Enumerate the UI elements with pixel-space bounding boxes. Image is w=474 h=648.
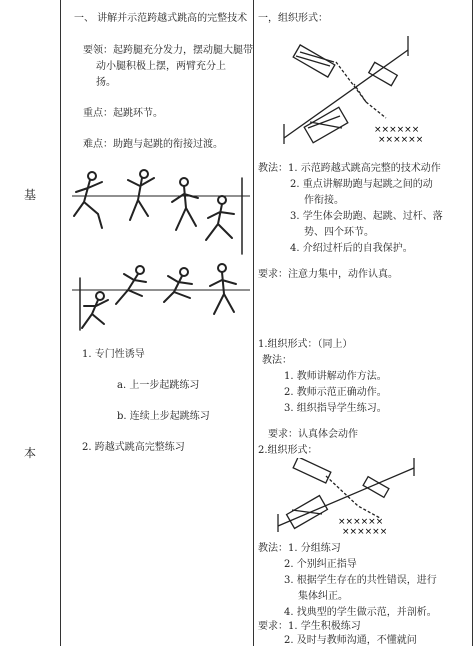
difficult-point: 难点：助跑与起跳的衔接过渡。 (83, 139, 223, 150)
teaching-step-2: 2. 重点讲解助跑与起跳之间的动 (290, 179, 433, 190)
teaching-method-2: 教法： (262, 355, 292, 366)
jumper-illustration-bottom (72, 260, 250, 332)
teaching-step-2b: 作衔接。 (304, 195, 344, 206)
field-diagram-2 (264, 458, 424, 538)
requirement-3: 要求：1. 学生积极练习 (258, 621, 361, 632)
organization-form-1: 一，组织形式： (258, 13, 328, 24)
organization-form-3: 2.组织形式： (258, 445, 318, 456)
student-marks-2b: ×××××× (342, 527, 388, 537)
teaching-method-3: 教法：1. 分组练习 (258, 543, 341, 554)
organization-form-2: 1.组织形式：（同上） (258, 339, 353, 350)
jumper-illustration-top (72, 168, 250, 256)
teaching-step-3: 3. 学生体会助跑、起跳、过杆、落 (290, 211, 443, 222)
teaching2-step-3: 3. 组织指导学生练习。 (284, 403, 387, 414)
requirement-2: 要求：认真体会动作 (268, 429, 358, 440)
teaching3-step-3b: 集体纠正。 (298, 591, 348, 602)
col-divider-right (472, 0, 473, 646)
teaching3-step-2: 2. 个别纠正指导 (284, 559, 357, 570)
teaching-step-4: 4. 介绍过杆后的自我保护。 (290, 243, 413, 254)
side-label-top: 基 (24, 188, 37, 202)
practice-item-2: 2. 跨越式跳高完整练习 (82, 442, 185, 453)
requirement-1: 要求：注意力集中，动作认真。 (258, 269, 398, 280)
requirement-3-step-2: 2. 及时与教师沟通，不懂就问 (284, 635, 417, 646)
teaching3-step-4: 4. 找典型的学生做示范，并剖析。 (284, 607, 437, 618)
student-marks-2: ×××××× (338, 517, 384, 527)
requirement-line-3: 扬。 (96, 77, 116, 88)
student-marks-1: ×××××× (374, 125, 420, 135)
student-marks-1b: ×××××× (378, 135, 424, 145)
teaching2-step-1: 1. 教师讲解动作方法。 (284, 371, 387, 382)
requirement-line-2: 动小腿积极上摆，两臂充分上 (96, 61, 226, 72)
field-diagram-1 (266, 32, 426, 152)
section-heading: 一、 讲解并示范跨越式跳高的完整技术 (74, 13, 248, 24)
teaching-step-3b: 势、四个环节。 (304, 227, 374, 238)
teaching2-step-2: 2. 教师示范正确动作。 (284, 387, 387, 398)
requirement-line-1: 要领：起跨腿充分发力，摆动腿大腿带 (83, 45, 253, 56)
practice-item-b: b. 连续上步起跳练习 (117, 411, 210, 422)
teaching3-step-3: 3. 根据学生存在的共性错误，进行 (284, 575, 437, 586)
teaching-method-1: 教法：1. 示范跨越式跳高完整的技术动作 (258, 163, 441, 174)
col-divider-left (60, 0, 61, 646)
col-divider-middle (253, 0, 254, 646)
side-label-bottom: 本 (24, 446, 37, 460)
practice-item-1: 1. 专门性诱导 (82, 349, 145, 360)
practice-item-a: a. 上一步起跳练习 (117, 380, 200, 391)
key-point: 重点：起跳环节。 (83, 108, 163, 119)
